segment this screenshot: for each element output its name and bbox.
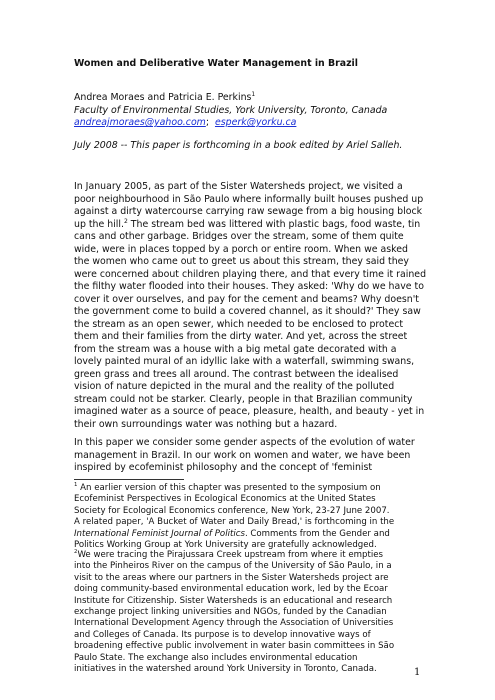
text-line: visit to the areas where our partners in the Sister Watersheds project are (74, 572, 389, 583)
journal-title: International Feminist Journal of Politics (74, 528, 245, 539)
text-fragment: The stream bed was littered with plastic bags, food waste, tin (127, 218, 421, 230)
text-line: cans and other garbage. Bridges over the stream, some of them quite (74, 231, 404, 242)
text-line: imagined water as a source of peace, pleasure, health, and beauty - yet in (74, 406, 425, 417)
date-note: July 2008 -- This paper is forthcoming in a book edited by Ariel Salleh. (74, 140, 403, 151)
text-line: Institute for Citizenship. Sister Watersheds is an educational and research (74, 595, 393, 606)
text-line (74, 483, 436, 494)
text-line: In January 2005, as part of the Sister Watersheds project, we visited a (74, 181, 403, 192)
text-line: Society for Ecological Economics conference, New York, 23-27 June 2007. (74, 505, 390, 516)
text-line: cover it over ourselves, and pay for the cement and beams? Why doesn't (74, 293, 419, 305)
body-paragraph-1 (74, 181, 434, 431)
text-fragment: up the hill. (74, 218, 124, 230)
body-paragraph-2 (74, 437, 434, 475)
author-names-text: Andrea Moraes and Patricia E. Perkins (74, 92, 252, 103)
text-line: initiatives in the watershed around York University in Toronto, Canada. (74, 664, 377, 675)
text-line: the government come to build a covered channel, as it should?' They saw (74, 306, 421, 317)
text-line: and Colleges of Canada. Its purpose is to develop innovative ways of (74, 629, 371, 640)
footnote-1-mark: 1 (74, 482, 78, 489)
text-line: against a dirty watercourse carrying raw sewage from a big housing block (74, 206, 423, 217)
text-line: exchange project linking universities and NGOs, funded by the Canadian (74, 607, 387, 618)
footnote-2 (74, 550, 436, 675)
text-line: broadening effective public involvement in water basin committees in São (74, 641, 395, 652)
text-line: them and their families from the dirty water. And yet, across the street (74, 331, 408, 342)
text-line: lovely painted mural of an idyllic lake with a waterfall, swimming swans, (74, 356, 415, 367)
text-fragment: An earlier version of this chapter was presented to the symposium on (77, 483, 381, 493)
email-link-moraes[interactable]: andreajmoraes@yahoo.com (74, 117, 206, 129)
text-line: Politics Working Group at York University are gratefully acknowledged. (74, 540, 377, 551)
text-line: stream could not be starker. Clearly, people in that Brazilian community (74, 393, 413, 405)
footnote-1 (74, 483, 436, 551)
text-line: management in Brazil. In our work on women and water, we have been (74, 449, 411, 461)
author-affiliation: Faculty of Environmental Studies, York University, Toronto, Canada (74, 104, 388, 116)
text-line: were concerned about children playing there, and that every time it rained (74, 268, 427, 280)
email-separator: ; (205, 117, 209, 129)
text-line: their own surroundings water was nothing but a hazard. (74, 418, 338, 430)
text-line: the women who came out to greet us about this stream, they said they (74, 256, 409, 267)
text-line (74, 219, 434, 232)
text-line: A related paper, 'A Bucket of Water and Daily Bread,' is forthcoming in the (74, 517, 395, 528)
paper-title: Women and Deliberative Water Management in Brazil (74, 58, 358, 69)
footnote-mark-1[interactable]: 1 (251, 90, 256, 98)
text-line: Ecofeminist Perspectives in Ecological Economics at the United States (74, 494, 376, 505)
text-fragment: . Comments from the Gender and (244, 528, 390, 539)
page-number: 1 (414, 667, 421, 678)
email-link-perkins[interactable]: esperk@yorku.ca (214, 117, 297, 129)
author-names (74, 92, 387, 105)
text-line: green grass and trees all around. The contrast between the idealised (74, 368, 399, 380)
footnote-2-mark: 2 (74, 549, 78, 556)
text-line (74, 550, 436, 561)
text-line: poor neighbourhood in São Paulo where informally built houses pushed up (74, 193, 424, 205)
text-line: In this paper we consider some gender aspects of the evolution of water (74, 437, 415, 448)
text-line: doing community-based environmental education work, led by the Ecoar (74, 584, 388, 595)
text-line: wide, were in places topped by a porch or entire room. When we asked (74, 243, 408, 255)
author-block (74, 92, 387, 130)
author-emails (74, 117, 387, 130)
text-line: into the Pinheiros River on the campus of the University of São Paulo, in a (74, 561, 392, 572)
text-line: the filthy water flooded into their houses. They asked: 'Why do we have to (74, 281, 424, 292)
footnote-mark-2[interactable]: 2 (123, 217, 128, 225)
text-line: Paulo State. The exchange also includes environmental education (74, 652, 358, 663)
footnote-separator (74, 479, 184, 480)
text-line: the stream as an open sewer, which needed to be enclosed to protect (74, 318, 404, 330)
text-line: International Development Agency through the Association of Universities (74, 618, 394, 629)
text-line: vision of nature depicted in the mural and the reality of the polluted (74, 381, 395, 392)
text-line (74, 529, 436, 540)
text-line: inspired by ecofeminist philosophy and the concept of 'feminist (74, 462, 373, 473)
text-fragment: We were tracing the Pirajussara Creek upstream from where it empties (77, 550, 384, 560)
text-line: from the stream was a house with a big metal gate decorated with a (74, 343, 397, 355)
